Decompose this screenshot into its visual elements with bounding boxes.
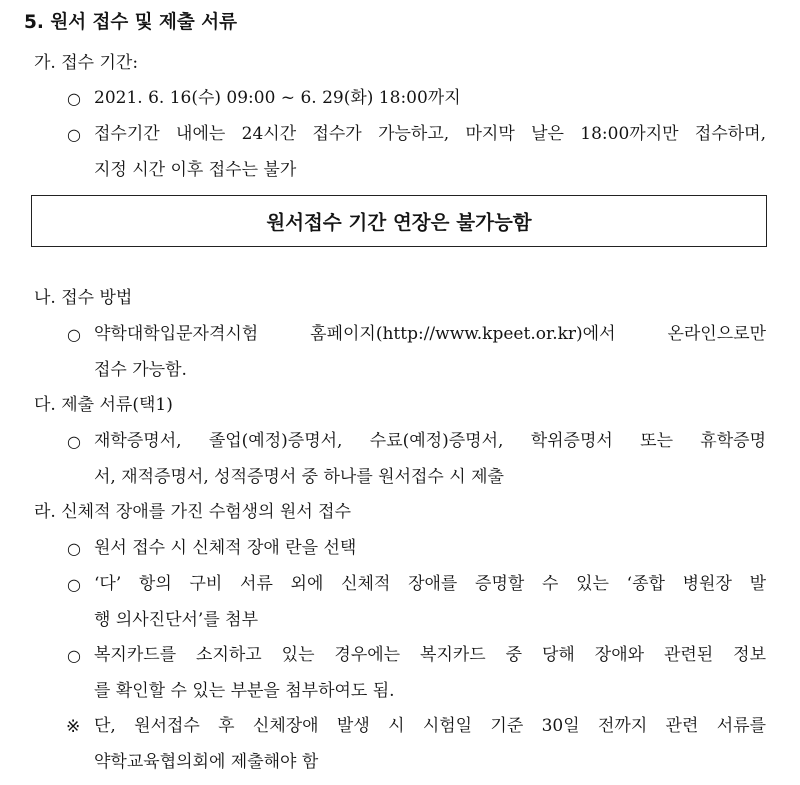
documents-line1: 재학증명서, 졸업(예정)증명서, 수료(예정)증명서, 학위증명서 또는 휴학증명: [94, 431, 766, 451]
reference-mark-icon: ※: [66, 717, 81, 737]
method-line1: 약학대학입문자격시험 홈페이지(http://www.kpeet.or.kr)에서 온라인으로만: [94, 324, 766, 344]
disability-item3-line2: 를 확인할 수 있는 부분을 첨부하여도 됨.: [94, 681, 395, 701]
documents-line2: 서, 재적증명서, 성적증명서 중 하나를 원서접수 시 제출: [94, 467, 504, 487]
notice-text: 원서접수 기간 연장은 불가능함: [266, 211, 532, 234]
period-note-line2: 지정 시간 이후 접수는 불가: [94, 160, 297, 180]
subsection-heading-na: 나. 접수 방법: [34, 288, 133, 308]
method-line2: 접수 가능함.: [94, 360, 187, 380]
section-title: 5. 원서 접수 및 제출 서류: [24, 12, 237, 33]
disability-note-line2: 약학교육협의회에 제출해야 함: [94, 752, 319, 772]
no-extension-notice: [31, 195, 767, 247]
period-dates: 2021. 6. 16(수) 09:00 ~ 6. 29(화) 18:00까지: [94, 88, 461, 108]
subsection-heading-ga: 가. 접수 기간:: [34, 53, 139, 73]
subsection-heading-da: 다. 제출 서류(택1): [34, 395, 173, 415]
bullet-icon: ○: [67, 325, 81, 344]
bullet-icon: ○: [67, 575, 81, 594]
bullet-icon: ○: [67, 539, 81, 558]
period-note-line1: 접수기간 내에는 24시간 접수가 가능하고, 마지막 날은 18:00까지만 접수하며,: [94, 124, 766, 144]
bullet-icon: ○: [67, 646, 81, 665]
disability-note-line1: 단, 원서접수 후 신체장애 발생 시 시험일 기준 30일 전까지 관련 서류를: [94, 716, 766, 736]
bullet-icon: ○: [67, 89, 81, 108]
disability-item1: 원서 접수 시 신체적 장애 란을 선택: [94, 538, 357, 558]
bullet-icon: ○: [67, 432, 81, 451]
disability-item2-line1: ‘다’ 항의 구비 서류 외에 신체적 장애를 증명할 수 있는 ‘종합 병원장 발: [94, 574, 766, 594]
disability-item2-line2: 행 의사진단서’를 첨부: [94, 610, 259, 630]
disability-item3-line1: 복지카드를 소지하고 있는 경우에는 복지카드 중 당해 장애와 관련된 정보: [94, 645, 766, 665]
subsection-heading-ra: 라. 신체적 장애를 가진 수험생의 원서 접수: [34, 502, 352, 522]
bullet-icon: ○: [67, 125, 81, 144]
